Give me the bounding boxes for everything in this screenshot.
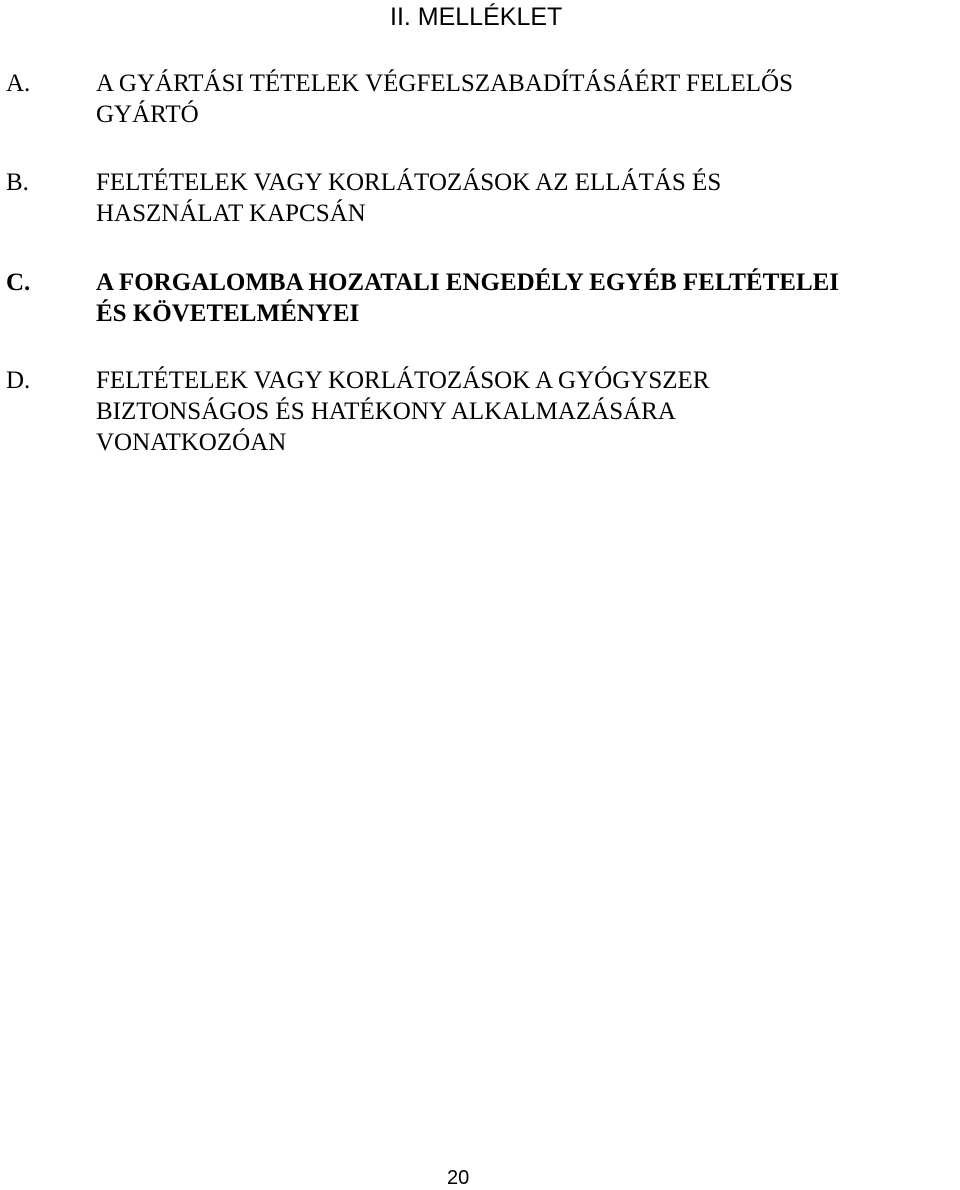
section-d-heading: FELTÉTELEK VAGY KORLÁTOZÁSOK A GYÓGYSZER BIZTONSÁGOS ÉS HATÉKONY ALKALMAZÁSÁRA VONATKOZÓAN [96, 367, 710, 456]
section-b-letter: B. [6, 169, 29, 196]
page-title: II. MELLÉKLET [390, 3, 563, 31]
section-b-heading: FELTÉTELEK VAGY KORLÁTOZÁSOK AZ ELLÁTÁS ÉS HASZNÁLAT KAPCSÁN [96, 169, 722, 227]
section-c-letter: C. [6, 269, 31, 296]
section-a-letter: A. [6, 70, 31, 97]
section-c-heading: A FORGALOMBA HOZATALI ENGEDÉLY EGYÉB FELTÉTELEI ÉS KÖVETELMÉNYEI [96, 269, 840, 327]
page-number: 20 [447, 1167, 470, 1189]
section-d-letter: D. [6, 367, 31, 394]
section-a-heading: A GYÁRTÁSI TÉTELEK VÉGFELSZABADÍTÁSÁÉRT FELELŐS GYÁRTÓ [96, 70, 793, 128]
